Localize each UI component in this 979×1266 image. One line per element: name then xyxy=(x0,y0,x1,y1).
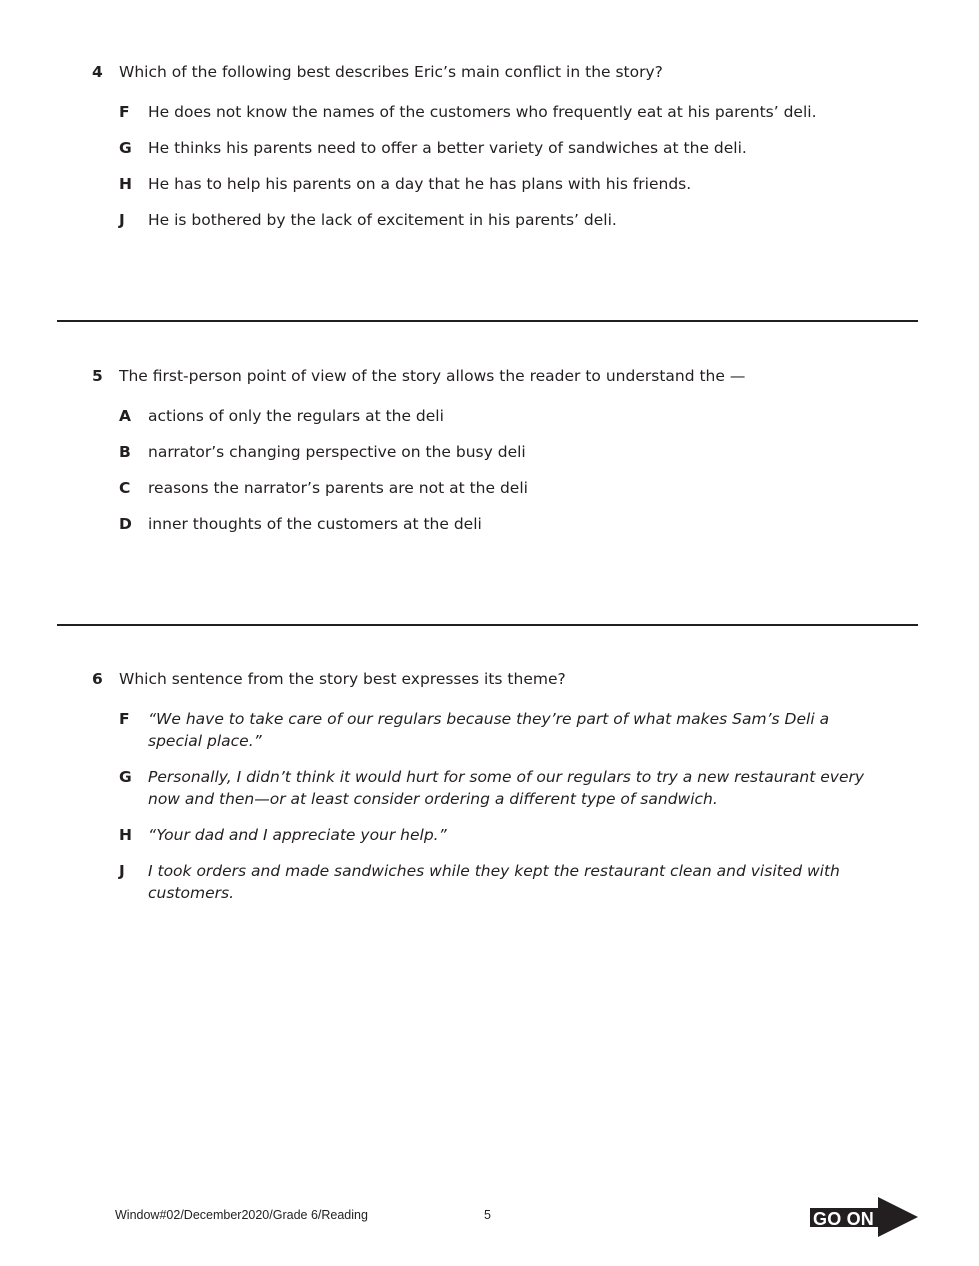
question-text: The first-person point of view of the story allows the reader to understand the — xyxy=(119,367,746,385)
choice-text: “We have to take care of our regulars because they’re part of what makes Sam’s Deli a special place.” xyxy=(148,710,830,750)
answer-choice-f[interactable] xyxy=(92,101,882,123)
go-on-button[interactable] xyxy=(810,1197,920,1237)
question-number: 5 xyxy=(92,367,103,385)
choice-text: inner thoughts of the customers at the deli xyxy=(148,515,482,533)
choice-letter: F xyxy=(119,710,130,728)
answer-choice-g[interactable] xyxy=(92,766,882,810)
choice-letter: H xyxy=(119,175,132,193)
choice-text: narrator’s changing perspective on the busy deli xyxy=(148,443,526,461)
section-divider xyxy=(57,320,918,322)
test-identifier: Window#02/December2020/Grade 6/Reading xyxy=(115,1208,368,1222)
question-text: Which sentence from the story best expresses its theme? xyxy=(119,670,566,688)
page-number: 5 xyxy=(484,1208,491,1222)
answer-choice-h[interactable] xyxy=(92,173,882,195)
answer-choice-a[interactable] xyxy=(92,405,882,427)
section-divider xyxy=(57,624,918,626)
answer-choice-h[interactable] xyxy=(92,824,882,846)
choice-letter: D xyxy=(119,515,132,533)
choice-letter: G xyxy=(119,768,132,786)
choice-letter: H xyxy=(119,826,132,844)
choice-text: I took orders and made sandwiches while they kept the restaurant clean and visited with customers. xyxy=(148,862,840,902)
answer-choice-c[interactable] xyxy=(92,477,882,499)
choice-text: Personally, I didn’t think it would hurt for some of our regulars to try a new restaurant every now and then—or at least consider ordering a different type of sandwich. xyxy=(148,768,865,808)
choice-text: “Your dad and I appreciate your help.” xyxy=(148,826,447,844)
question-stem xyxy=(92,668,882,690)
choice-text: He has to help his parents on a day that he has plans with his friends. xyxy=(148,175,692,193)
choice-letter: G xyxy=(119,139,132,157)
answer-choices xyxy=(92,708,882,904)
question-number: 6 xyxy=(92,670,103,688)
question-number: 4 xyxy=(92,63,103,81)
go-on-label: GO ON xyxy=(813,1209,875,1229)
choice-text: He is bothered by the lack of excitement in his parents’ deli. xyxy=(148,211,617,229)
question-6 xyxy=(92,668,882,904)
question-text: Which of the following best describes Eric’s main conflict in the story? xyxy=(119,63,663,81)
question-4 xyxy=(92,61,882,231)
choice-text: He thinks his parents need to offer a better variety of sandwiches at the deli. xyxy=(148,139,747,157)
answer-choice-f[interactable] xyxy=(92,708,882,752)
choice-text: reasons the narrator’s parents are not at the deli xyxy=(148,479,528,497)
choice-text: He does not know the names of the customers who frequently eat at his parents’ deli. xyxy=(148,103,817,121)
answer-choice-d[interactable] xyxy=(92,513,882,535)
question-stem xyxy=(92,61,882,83)
choice-text: actions of only the regulars at the deli xyxy=(148,407,444,425)
answer-choices xyxy=(92,405,882,535)
answer-choice-g[interactable] xyxy=(92,137,882,159)
choice-letter: F xyxy=(119,103,130,121)
choice-letter: J xyxy=(119,211,125,229)
answer-choices xyxy=(92,101,882,231)
choice-letter: J xyxy=(119,862,125,880)
choice-letter: B xyxy=(119,443,131,461)
question-5 xyxy=(92,365,882,535)
answer-choice-b[interactable] xyxy=(92,441,882,463)
choice-letter: A xyxy=(119,407,131,425)
choice-letter: C xyxy=(119,479,131,497)
answer-choice-j[interactable] xyxy=(92,209,882,231)
answer-choice-j[interactable] xyxy=(92,860,882,904)
question-stem xyxy=(92,365,882,387)
